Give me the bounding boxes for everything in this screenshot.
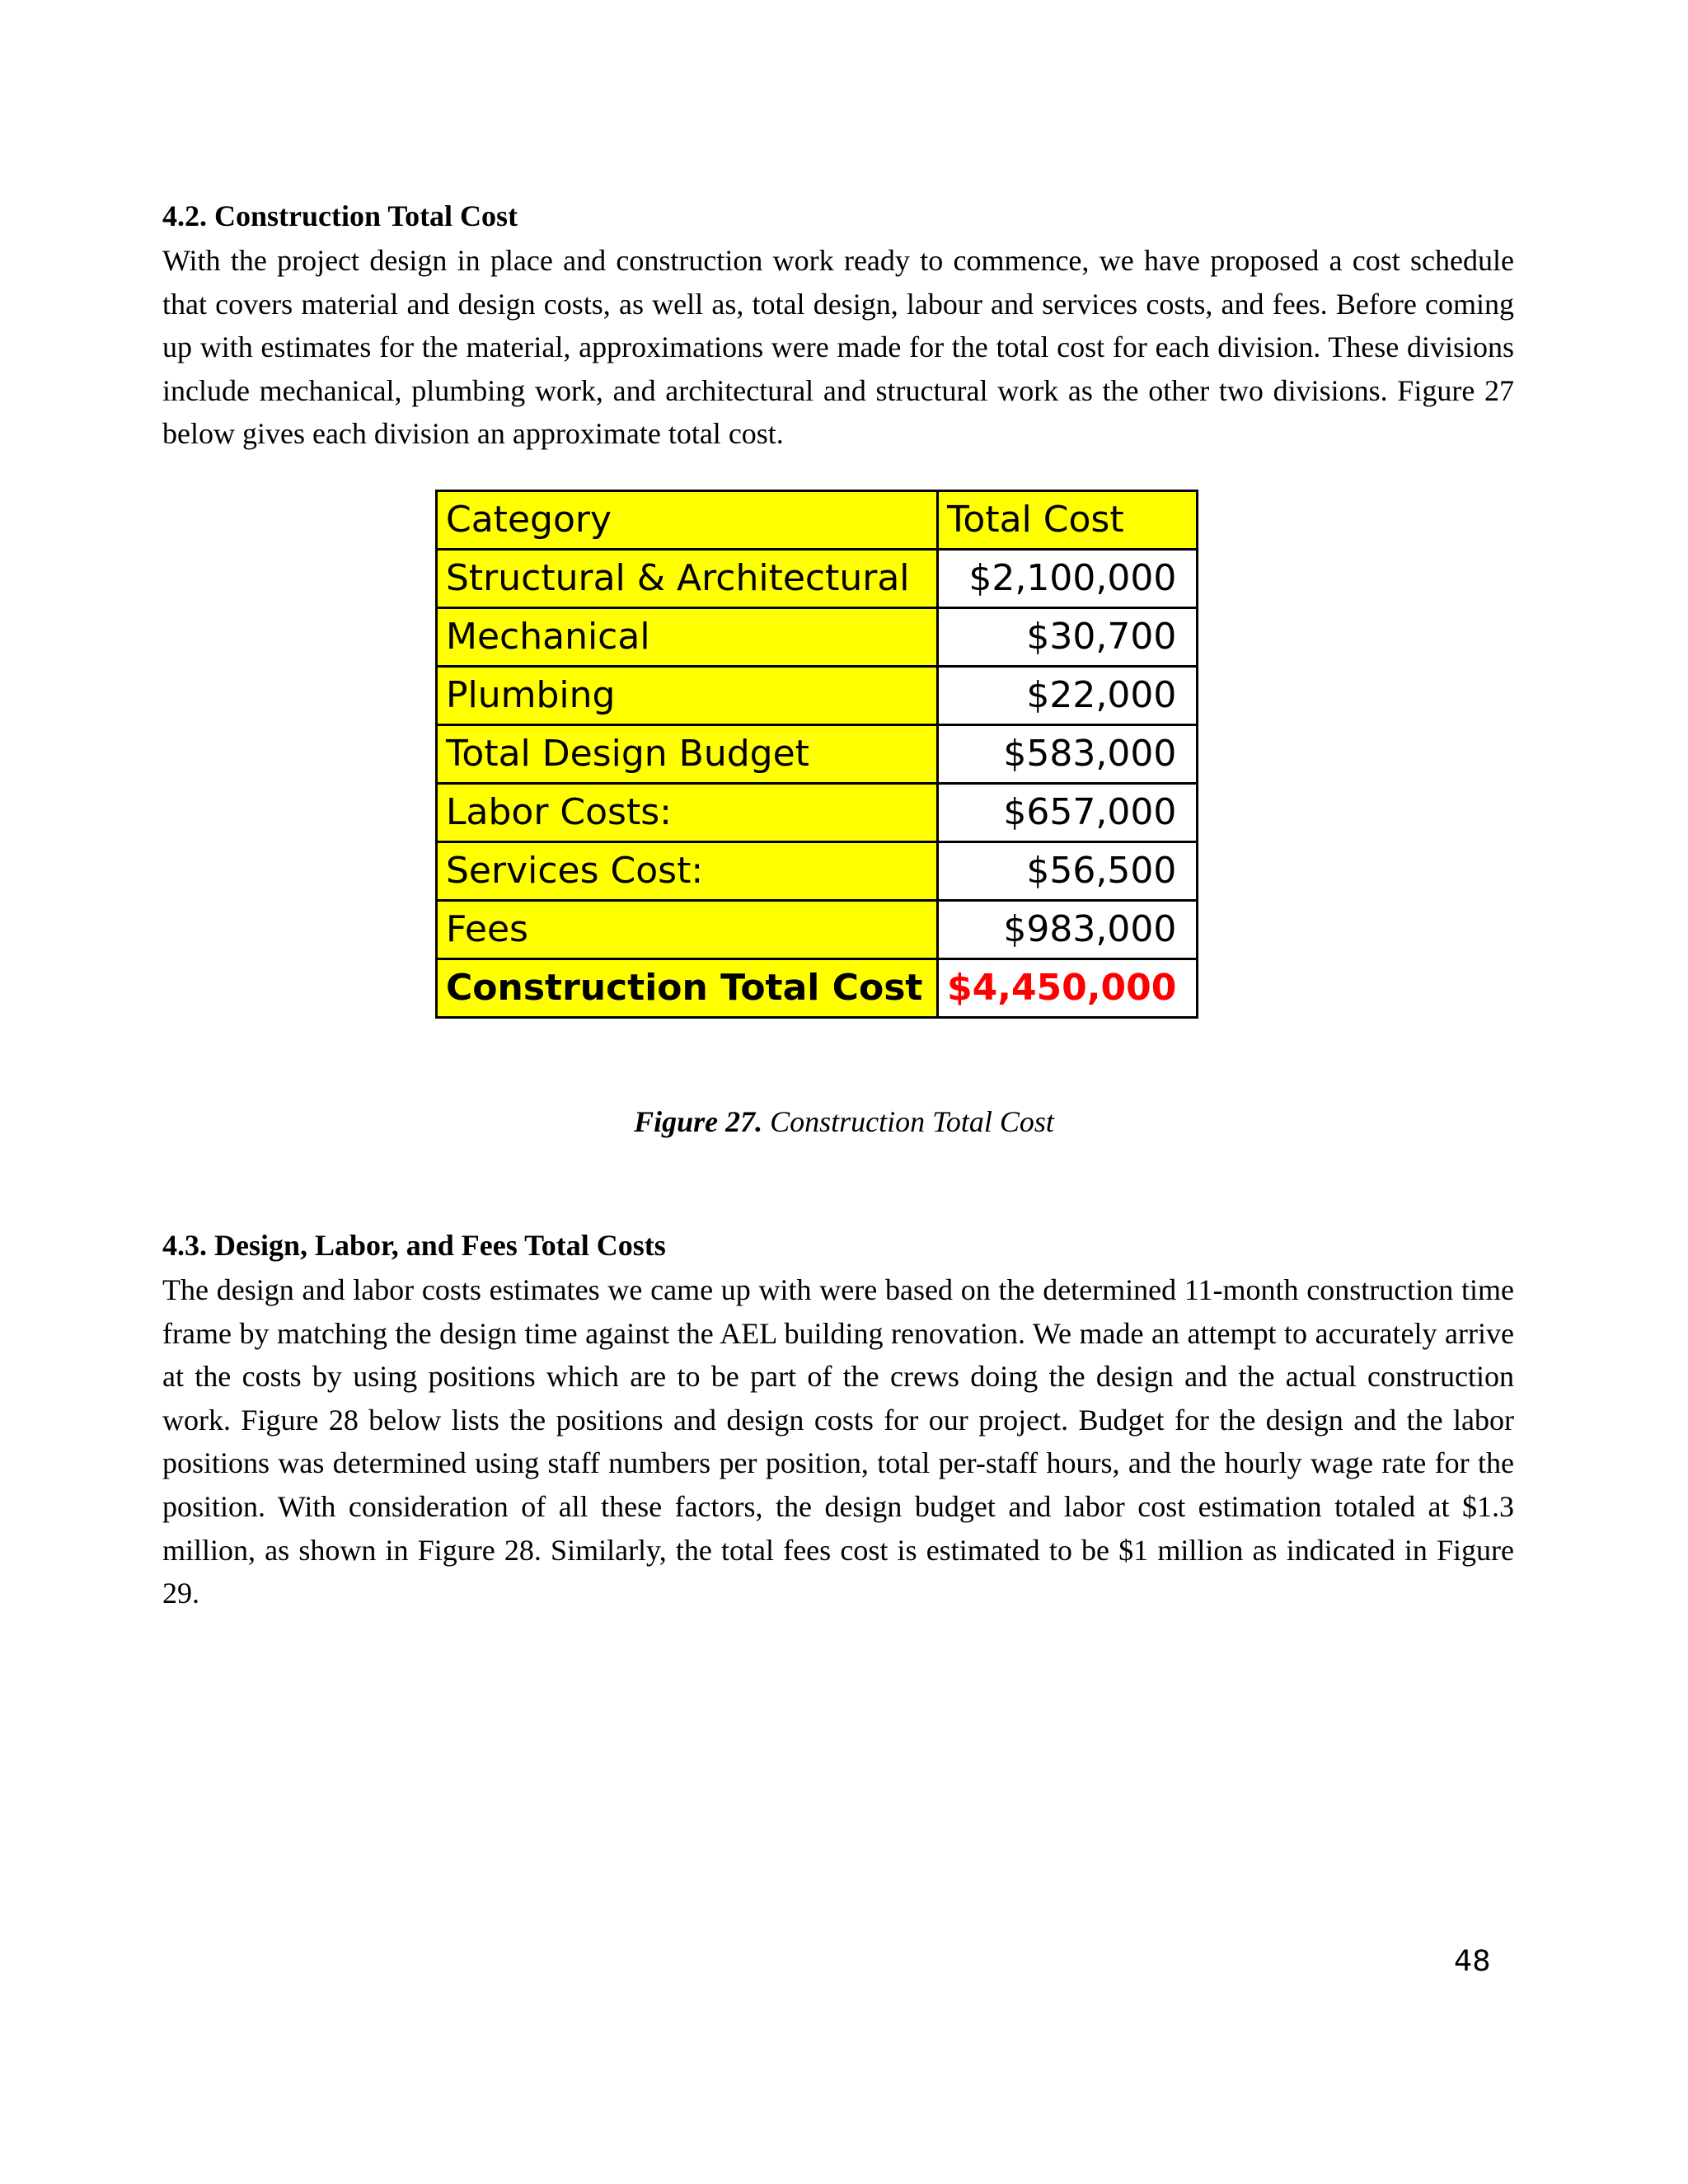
table-header-total-cost: Total Cost (938, 491, 1198, 550)
figure-caption (0, 1101, 1688, 1142)
table-cell-category: Labor Costs: (437, 784, 938, 842)
cost-table (435, 490, 1198, 1019)
section-heading-4-3: 4.3. Design, Labor, and Fees Total Costs (162, 1229, 666, 1262)
table-cell-cost: $657,000 (938, 784, 1198, 842)
table-header-row (437, 491, 1198, 550)
table-row (437, 725, 1198, 784)
section-paragraph-4-2: With the project design in place and construction work ready to commence, we have proposed a cost schedule that covers material and design costs, as well as, total design, labour and services costs, and fees. Before coming up with estimates for the material, approximations were made for the total cost for each division. These divisions include mechanical, plumbing work, and architectural and structural work as the other two divisions. Figure 27 below gives each division an approximate total cost. (162, 244, 1514, 451)
table-cell-cost: $583,000 (938, 725, 1198, 784)
table-cell-category: Structural & Architectural (437, 550, 938, 608)
table-cell-cost: $22,000 (938, 667, 1198, 725)
table-row (437, 608, 1198, 667)
table-row (437, 550, 1198, 608)
section-paragraph-4-3: The design and labor costs estimates we came up with were based on the determined 11-month construction time frame by matching the design time against the AEL building renovation. We made an attempt to accurately arrive at the costs by using positions which are to be part of the crews doing the design and the actual construction work. Figure 28 below lists the positions and design costs for our project. Budget for the design and the labor positions was determined using staff numbers per position, total per-staff hours, and the hourly wage rate for the position. With consideration of all these factors, the design budget and labor cost estimation totaled at $1.3 million, as shown in Figure 28. Similarly, the total fees cost is estimated to be $1 million as indicated in Figure 29. (162, 1273, 1514, 1610)
table-cell-cost: $983,000 (938, 901, 1198, 959)
table-row (437, 667, 1198, 725)
table-cell-category: Mechanical (437, 608, 938, 667)
table-cell-category: Total Design Budget (437, 725, 938, 784)
table-total-row (437, 959, 1198, 1018)
table-cell-cost: $2,100,000 (938, 550, 1198, 608)
table-row (437, 842, 1198, 901)
table-total-value: $4,450,000 (938, 959, 1198, 1018)
figure-caption-text: Construction Total Cost (770, 1105, 1054, 1138)
table-row (437, 784, 1198, 842)
table-row (437, 901, 1198, 959)
table-cell-category: Plumbing (437, 667, 938, 725)
table-cell-cost: $56,500 (938, 842, 1198, 901)
figure-label: Figure 27. (634, 1105, 763, 1138)
table-header-category: Category (437, 491, 938, 550)
page-number: 48 (1454, 1945, 1491, 1978)
table-total-label: Construction Total Cost (437, 959, 938, 1018)
table-cell-cost: $30,700 (938, 608, 1198, 667)
section-heading-4-2: 4.2. Construction Total Cost (162, 199, 518, 232)
table-cell-category: Services Cost: (437, 842, 938, 901)
table-cell-category: Fees (437, 901, 938, 959)
